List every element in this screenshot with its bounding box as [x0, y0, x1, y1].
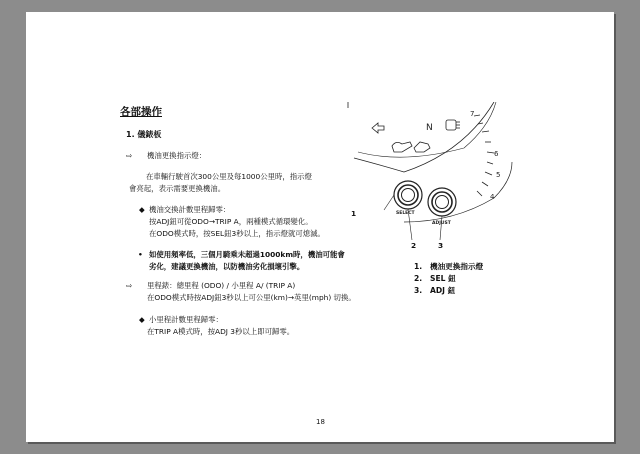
- legend-label: ADJ 鈕: [430, 286, 456, 295]
- tach-label-7: 7: [470, 110, 475, 118]
- warning-text-line2: 劣化，建議更換機油，以防機油劣化損壞引擎。: [149, 262, 305, 271]
- legend-num: 3.: [414, 286, 423, 295]
- engine-check-icon: [392, 142, 412, 152]
- legend-label: SEL 鈕: [430, 274, 456, 283]
- odometer-heading: 里程錶：總里程 (ODO) / 小里程 A/ (TRIP A): [147, 281, 296, 290]
- oil-can-icon: [414, 142, 430, 152]
- trip-reset-text: 在TRIP A模式時，按ADJ 3秒以上即可歸零。: [147, 327, 295, 336]
- oil-indicator-text-line1: 在車輛行駛首次300公里及每1000公里時，指示燈: [146, 172, 312, 181]
- document-page: [26, 12, 614, 442]
- select-button-label: SELECT: [396, 211, 415, 216]
- adjust-button-graphic: [428, 188, 456, 216]
- reset-text-line2: 在ODO模式時，按SEL鈕3秒以上，指示燈就可熄滅。: [149, 229, 325, 238]
- oil-indicator-text-line2: 會亮起，表示需要更換機油。: [129, 184, 226, 193]
- callout-1: 1: [351, 209, 357, 218]
- legend-num: 2.: [414, 274, 423, 283]
- reset-text-line1: 按ADJ鈕可從ODO→TRIP A，兩種模式循環變化。: [149, 217, 313, 226]
- neutral-indicator: N: [426, 123, 433, 133]
- instrument-panel-diagram: [344, 102, 514, 242]
- trip-reset-heading: 小里程計數里程歸零：: [149, 315, 223, 324]
- callout-3: 3: [438, 241, 444, 250]
- diamond-bullet-icon: ◆: [139, 315, 145, 324]
- legend-num: 1.: [414, 262, 423, 271]
- warning-bullet-icon: •: [138, 250, 143, 259]
- odometer-text: 在ODO模式時按ADJ鈕3秒以上可公里(km)→英里(mph) 切換。: [147, 293, 356, 302]
- section-title: 各部操作: [120, 106, 162, 118]
- oil-indicator-heading: 機油更換指示燈：: [147, 151, 207, 160]
- arrow-bullet-icon: ⇨: [126, 281, 133, 290]
- tach-label-4: 4: [490, 193, 495, 201]
- reset-heading: 機油交換計數里程歸零：: [149, 205, 231, 214]
- legend-label: 機油更換指示燈: [430, 262, 484, 271]
- select-button-graphic: [394, 181, 422, 209]
- turn-signal-left-icon: [372, 123, 384, 133]
- high-beam-icon: [446, 120, 456, 130]
- warning-text-line1: 如使用頻率低，三個月騎乘未超過1000km時，機油可能會: [149, 250, 345, 259]
- tach-label-6: 6: [494, 150, 499, 158]
- tach-label-5: 5: [496, 171, 501, 179]
- adjust-button-label: ADJUST: [432, 221, 451, 226]
- page-number: 18: [316, 418, 325, 426]
- arrow-bullet-icon: ⇨: [126, 151, 133, 160]
- callout-2: 2: [411, 241, 417, 250]
- diamond-bullet-icon: ◆: [139, 205, 145, 214]
- subsection-title: 1. 儀錶板: [126, 130, 162, 139]
